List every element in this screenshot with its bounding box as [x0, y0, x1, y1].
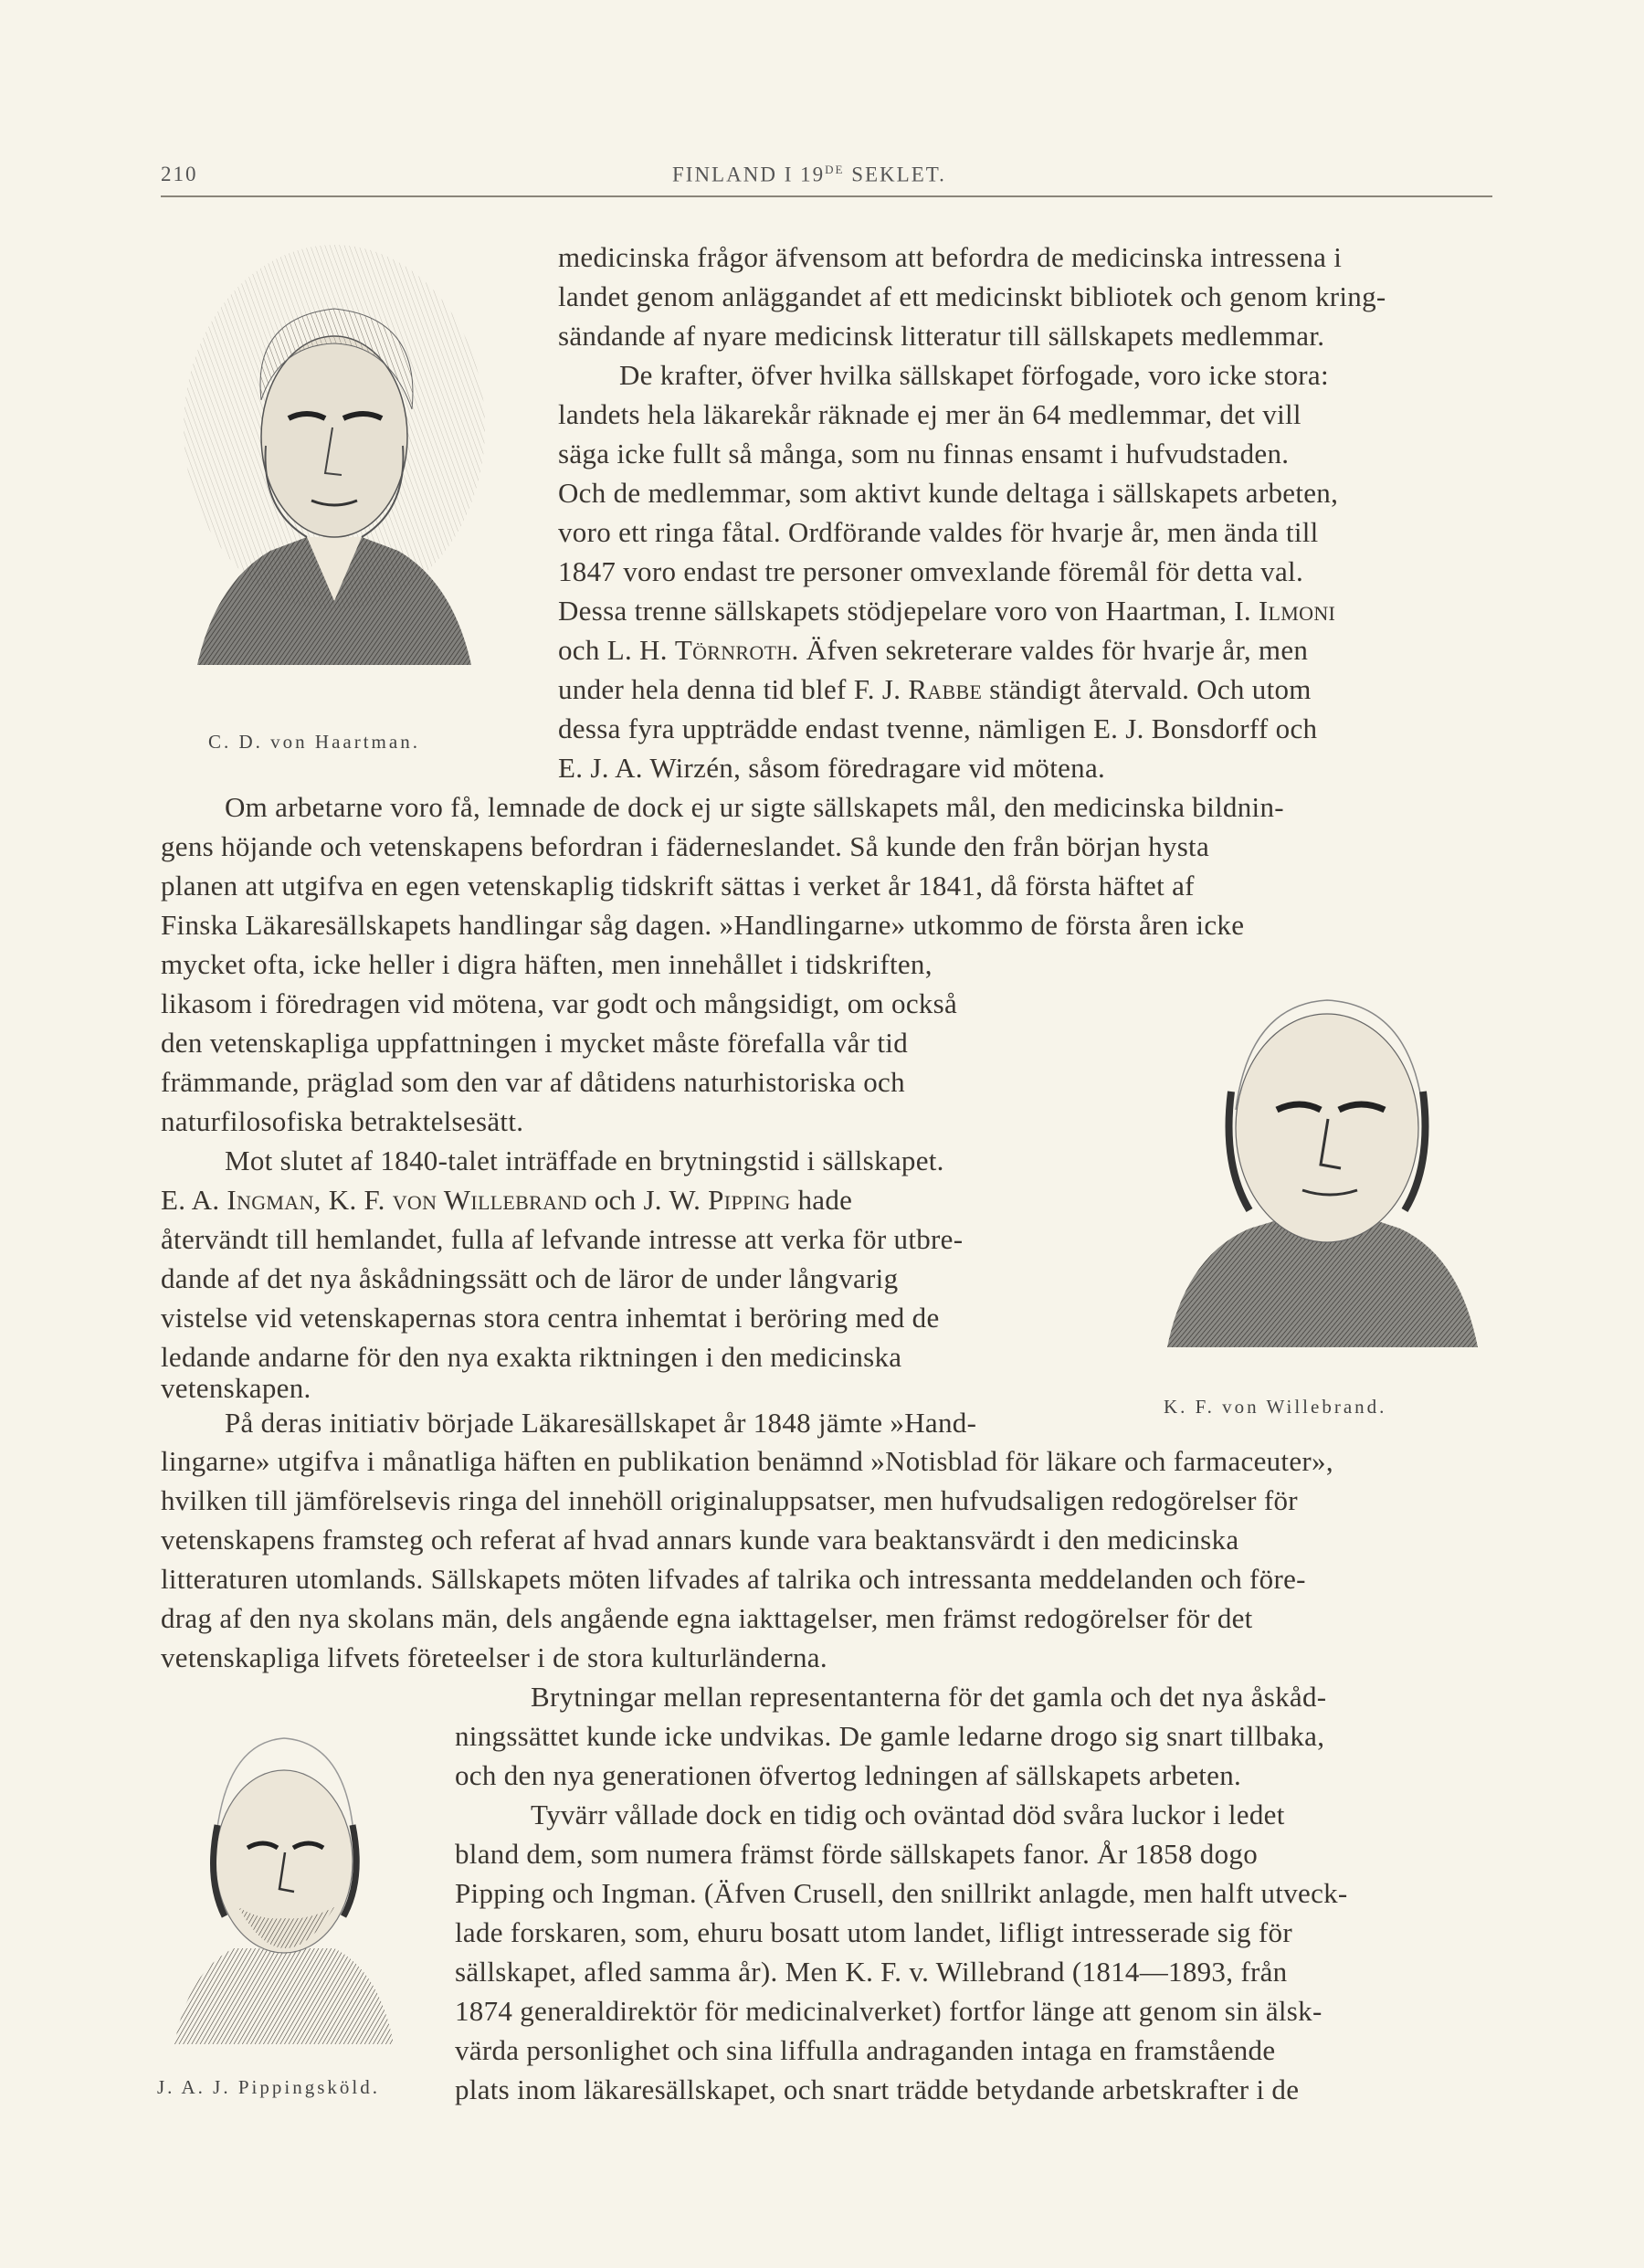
text-line: 1847 voro endast tre personer omvexlande föremål för detta val.: [558, 555, 1303, 587]
text-line: under hela denna tid blef F. J. Rabbe ständigt återvald. Och utom: [558, 673, 1312, 705]
text-line: återvändt till hemlandet, fulla af lefvande intresse att verka för utbre-: [161, 1223, 964, 1255]
text-line: Om arbetarne voro få, lemnade de dock ej ur sigte sällskapets mål, den medicinska bildnin-: [225, 791, 1284, 823]
text-line: plats inom läkaresällskapet, och snart trädde betydande arbetskrafter i de: [455, 2073, 1300, 2105]
text-line: den vetenskapliga uppfattningen i mycket måste förefalla vår tid: [161, 1027, 909, 1059]
text-line: E. A. Ingman, K. F. von Willebrand och J. W. Pipping hade: [161, 1184, 853, 1216]
text-line: sällskapet, afled samma år). Men K. F. v. Willebrand (1814—1893, från: [455, 1956, 1288, 1988]
text-line: och L. H. Törnroth. Äfven sekreterare valdes för hvarje år, men: [558, 634, 1309, 666]
text-line: hvilken till jämförelsevis ringa del innehöll originaluppsatser, men hufvudsaligen redogörelser för: [161, 1484, 1298, 1516]
text-line: säga icke fullt så många, som nu finnas ensamt i hufvudstaden.: [558, 438, 1290, 469]
text-line: drag af den nya skolans män, dels angående egna iakttagelser, men främst redogörelser för det: [161, 1602, 1253, 1634]
text-line: vetenskapliga lifvets företeelser i de stora kulturländerna.: [161, 1641, 827, 1673]
portrait-willebrand: [1149, 982, 1496, 1375]
running-title: FINLAND I 19DE SEKLET.: [672, 163, 946, 186]
text-line: Mot slutet af 1840-talet inträffade en brytningstid i sällskapet.: [225, 1145, 944, 1176]
text-line: likasom i föredragen vid mötena, var godt och mångsidigt, om också: [161, 987, 958, 1019]
text-line: bland dem, som numera främst förde sällskapets fanor. År 1858 dogo: [455, 1838, 1258, 1870]
text-line: De krafter, öfver hvilka sällskapet förfogade, voro icke stora:: [619, 359, 1329, 391]
text-line: landet genom anläggandet af ett medicinskt bibliotek och genom kring-: [558, 280, 1386, 312]
text-line: voro ett ringa fåtal. Ordförande valdes för hvarje år, men ända till: [558, 516, 1319, 548]
text-line: ledande andarne för den nya exakta riktningen i den medicinska: [161, 1341, 902, 1373]
text-line: lade forskaren, som, ehuru bosatt utom landet, lifligt intresserade sig för: [455, 1916, 1292, 1948]
text-line: Och de medlemmar, som aktivt kunde deltaga i sällskapets arbeten,: [558, 477, 1339, 509]
caption-willebrand: K. F. von Willebrand.: [1164, 1396, 1387, 1418]
text-line: Tyvärr vållade dock en tidig och oväntad död svåra luckor i ledet: [531, 1799, 1285, 1830]
caption-pippingskold: J. A. J. Pippingsköld.: [157, 2076, 380, 2098]
text-line: dessa fyra uppträdde endast tvenne, nämligen E. J. Bonsdorff och: [558, 712, 1318, 744]
text-line: mycket ofta, icke heller i digra häften, men innehållet i tidskriften,: [161, 948, 933, 980]
text-line: främmande, präglad som den var af dåtidens naturhistoriska och: [161, 1066, 905, 1098]
portrait-pippingskold: [161, 1725, 406, 2062]
text-line: vetenskapens framsteg och referat af hvad annars kunde vara beaktansvärdt i den medicinska: [161, 1524, 1239, 1556]
text-line: vetenskapen.: [161, 1372, 311, 1404]
text-line: naturfilosofiska betraktelsesätt.: [161, 1105, 524, 1137]
text-line: 1874 generaldirektör för medicinalverket) fortfor länge att genom sin älsk-: [455, 1995, 1323, 2027]
portrait-haartman: [161, 236, 506, 711]
text-line: Finska Läkaresällskapets handlingar såg dagen. »Handlingarne» utkommo de första åren icke: [161, 909, 1245, 941]
text-line: gens höjande och vetenskapens befordran i fäderneslandet. Så kunde den från början hysta: [161, 830, 1210, 862]
text-line: vistelse vid vetenskapernas stora centra inhemtat i beröring med de: [161, 1302, 940, 1334]
text-line: ningssättet kunde icke undvikas. De gamle ledarne drogo sig snart tillbaka,: [455, 1720, 1325, 1752]
page-number: 210: [161, 163, 198, 185]
header-rule: [161, 195, 1492, 197]
text-line: Dessa trenne sällskapets stödjepelare voro von Haartman, I. Ilmoni: [558, 595, 1336, 627]
caption-haartman: C. D. von Haartman.: [208, 731, 420, 753]
text-line: medicinska frågor äfvensom att befordra de medicinska intressena i: [558, 241, 1343, 273]
text-line: E. J. A. Wirzén, såsom föredragare vid mötena.: [558, 752, 1106, 784]
text-line: och den nya generationen öfvertog ledningen af sällskapets arbeten.: [455, 1759, 1242, 1791]
text-line: lingarne» utgifva i månatliga häften en publikation benämnd »Notisblad för läkare och farmaceuter»,: [161, 1445, 1333, 1477]
text-line: landets hela läkarekår räknade ej mer än 64 medlemmar, det vill: [558, 398, 1302, 430]
text-line: planen att utgifva en egen vetenskaplig tidskrift sättas i verket år 1841, då första häftet af: [161, 870, 1195, 902]
text-line: Pipping och Ingman. (Äfven Crusell, den snillrikt anlagde, men halft utveck-: [455, 1877, 1348, 1909]
text-line: sändande af nyare medicinsk litteratur till sällskapets medlemmar.: [558, 320, 1325, 352]
text-line: Brytningar mellan representanterna för det gamla och det nya åskåd-: [531, 1681, 1327, 1713]
text-line: värda personlighet och sina liffulla andraganden intaga en framstående: [455, 2034, 1276, 2066]
text-line: litteraturen utomlands. Sällskapets möten lifvades af talrika och intressanta meddelanden och före-: [161, 1563, 1306, 1595]
text-line: På deras initiativ började Läkaresällskapet år 1848 jämte »Hand-: [225, 1407, 977, 1439]
text-line: dande af det nya åskådningssätt och de läror de under långvarig: [161, 1262, 899, 1294]
